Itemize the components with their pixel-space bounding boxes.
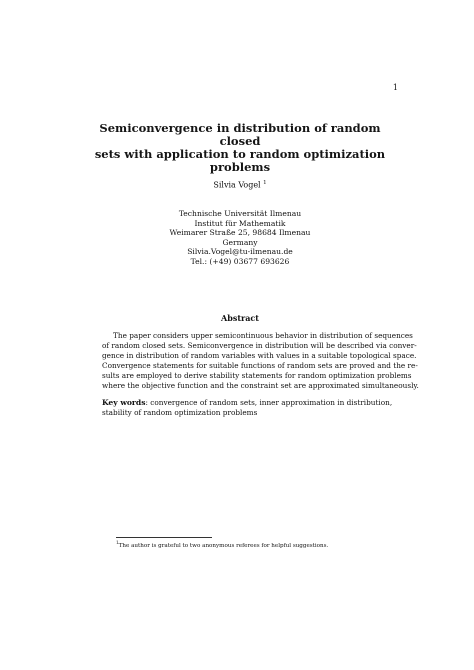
footnote <box>116 540 416 549</box>
footnote-divider <box>116 537 212 538</box>
title-line-3: problems <box>209 160 271 174</box>
keywords-line-2: stability of random optimization problems <box>102 408 258 417</box>
keywords-label: Key words <box>102 398 146 407</box>
author-footnote-mark: 1 <box>263 180 267 186</box>
abstract-line-5: sults are employed to derive stability statements for random optimization problems <box>102 371 412 380</box>
paper-title <box>90 122 390 174</box>
abstract-line-2: of random closed sets. Semiconvergence in distribution will be described via conver- <box>102 341 417 350</box>
footnote-text: The author is grateful to two anonymous referees for helpful suggestions. <box>118 542 329 549</box>
abstract-line-4: Convergence statements for suitable functions of random sets are proved and the re- <box>102 361 418 370</box>
keywords-line-1 <box>102 398 400 408</box>
abstract-line-3: gence in distribution of random variables with values in a suitable topological space. <box>102 351 417 360</box>
address-street: Weimarer Straße 25, 98684 Ilmenau <box>169 228 311 238</box>
address-university: Technische Universität Ilmenau <box>178 209 302 218</box>
keywords <box>102 398 400 418</box>
address-phone: Tel.: (+49) 03677 693626 <box>190 256 290 266</box>
address-email: Silvia.Vogel@tu-ilmenau.de <box>187 247 293 257</box>
title-line-1: Semiconvergence in distribution of random closed <box>99 121 381 148</box>
title-line-2: sets with application to random optimization <box>94 147 386 161</box>
page-number: 1 <box>392 83 398 92</box>
abstract-heading: Abstract <box>221 313 259 323</box>
author-name: Silvia Vogel <box>213 180 261 190</box>
author-line <box>170 180 310 190</box>
author-address <box>150 209 330 267</box>
footnote-mark: 1 <box>116 540 119 545</box>
abstract-text <box>102 331 419 391</box>
keywords-text-1: : convergence of random sets, inner approximation in distribution, <box>145 398 393 407</box>
abstract-line-1: The paper considers upper semicontinuous behavior in distribution of sequences <box>113 331 413 340</box>
address-country: Germany <box>222 237 258 247</box>
abstract-line-6: where the objective function and the constraint set are approximated simultaneously. <box>102 381 419 390</box>
address-institute: Institut für Mathematik <box>194 218 286 228</box>
